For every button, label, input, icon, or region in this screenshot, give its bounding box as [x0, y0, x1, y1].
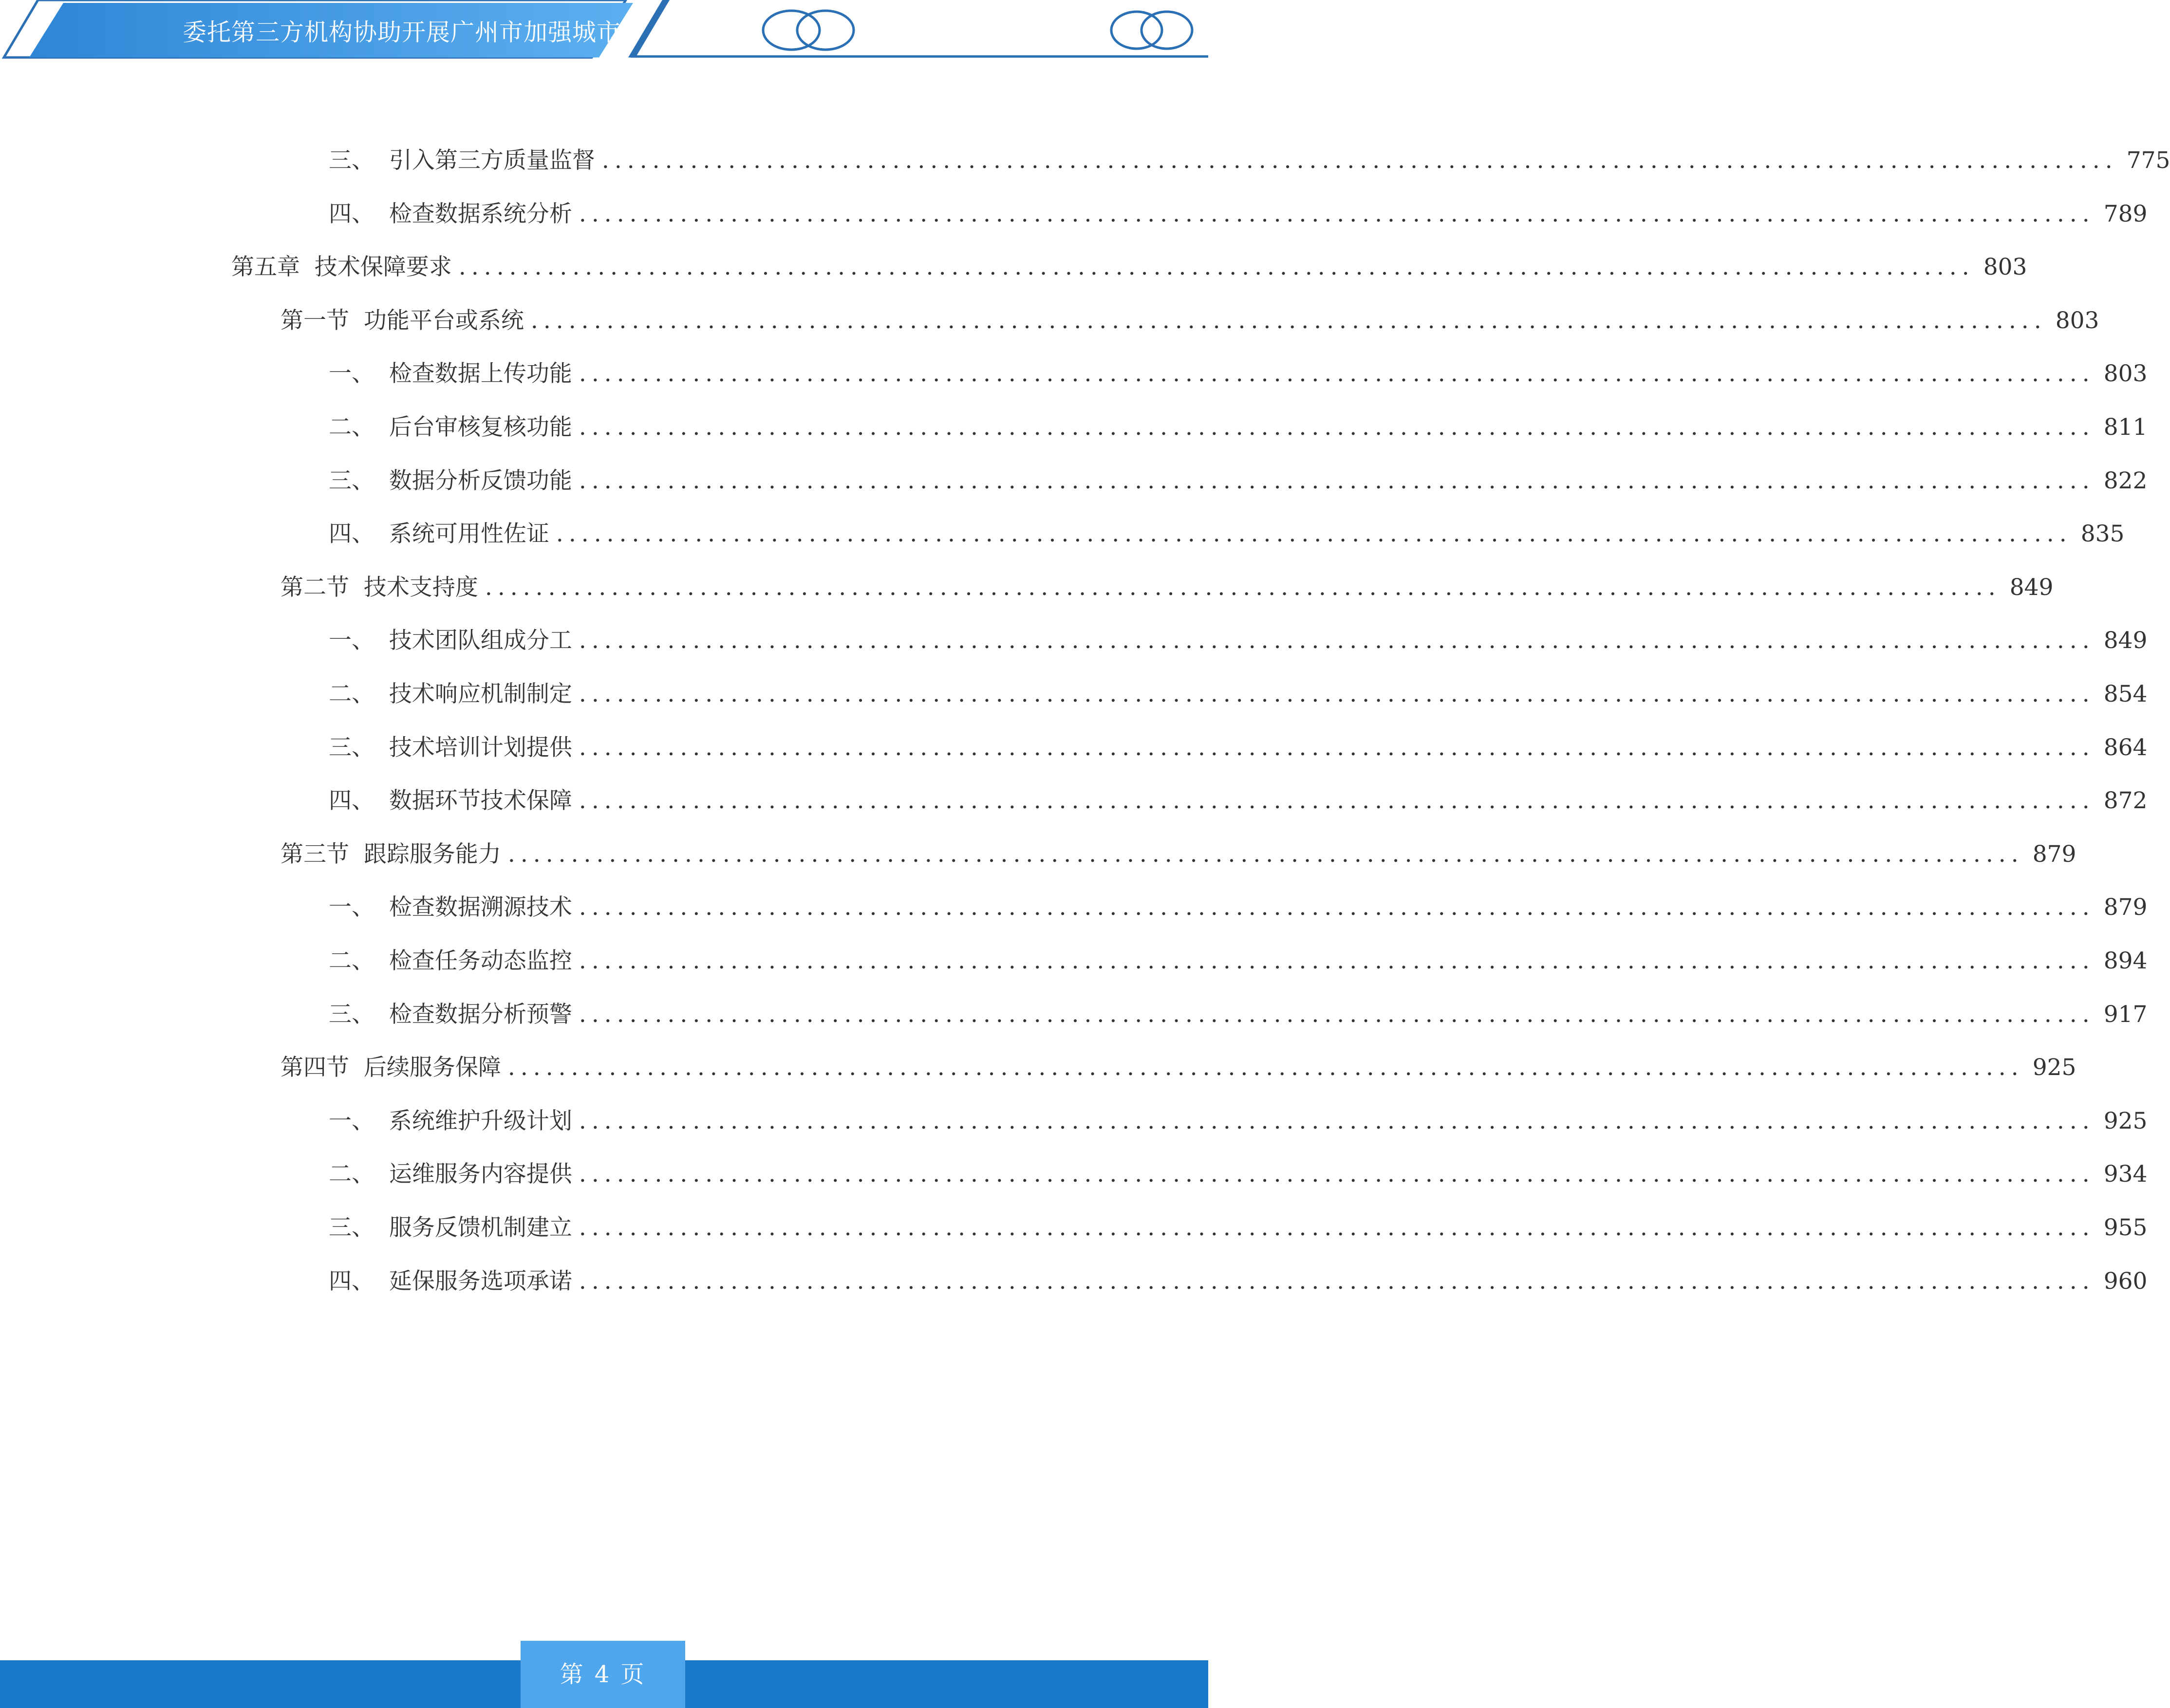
toc-dot-leader: ........................................................................................................................ [579, 414, 2095, 441]
toc-entry-label: 三、 数据分析反馈功能 [329, 467, 572, 494]
toc-entry-label: 第五章 技术保障要求 [231, 254, 452, 280]
toc-entry-page: 925 [2032, 1054, 2076, 1081]
toc-dot-leader: ........................................................................................................................ [579, 627, 2095, 654]
toc-entry[interactable] [329, 1155, 2148, 1194]
toc-entry-page: 854 [2103, 681, 2148, 707]
toc-entry-label: 四、 系统可用性佐证 [329, 520, 549, 547]
toc-entry-page: 917 [2103, 1001, 2148, 1028]
toc-entry-page: 849 [2009, 574, 2054, 601]
toc-entry[interactable] [281, 568, 2054, 607]
toc-dot-leader: ........................................................................................................................ [556, 520, 2072, 547]
toc-entry-label: 第三节 跟踪服务能力 [281, 841, 501, 868]
toc-entry-page: 811 [2103, 414, 2148, 441]
toc-entry-label: 一、 技术团队组成分工 [329, 627, 572, 654]
page-number: 第 4 页 [521, 1641, 685, 1708]
toc-dot-leader: ........................................................................................................................ [579, 894, 2095, 921]
toc-entry-page: 879 [2032, 841, 2076, 868]
toc-entry-page: 879 [2103, 894, 2148, 921]
toc-dot-leader: ........................................................................................................................ [601, 147, 2118, 174]
toc-entry[interactable] [329, 1262, 2148, 1301]
toc-entry-page: 955 [2103, 1214, 2148, 1241]
toc-dot-leader: ........................................................................................................................ [579, 1108, 2095, 1134]
toc-entry[interactable] [329, 515, 2125, 554]
toc-dot-leader: ........................................................................................................................ [579, 1268, 2095, 1295]
toc-entry-label: 第二节 技术支持度 [281, 574, 478, 601]
toc-entry-page: 872 [2103, 787, 2148, 814]
toc-dot-leader: ........................................................................................................................ [458, 254, 1975, 280]
toc-entry-label: 二、 技术响应机制制定 [329, 681, 572, 707]
toc-entry-label: 四、 检查数据系统分析 [329, 201, 572, 227]
rings-logo-icon-right [1111, 12, 1192, 49]
toc-entry-label: 一、 系统维护升级计划 [329, 1108, 572, 1134]
toc-entry-label: 第一节 功能平台或系统 [281, 307, 524, 334]
toc-entry-label: 四、 数据环节技术保障 [329, 787, 572, 814]
toc-dot-leader: ........................................................................................................................ [579, 1001, 2095, 1028]
toc-dot-leader: ........................................................................................................................ [579, 360, 2095, 387]
toc-entry-label: 三、 引入第三方质量监督 [329, 147, 595, 174]
toc-entry[interactable] [231, 248, 2027, 287]
toc-dot-leader: ........................................................................................................................ [579, 681, 2095, 707]
toc-entry-page: 803 [2055, 307, 2099, 334]
toc-entry[interactable] [329, 195, 2148, 234]
toc-entry[interactable] [281, 301, 2099, 340]
toc-entry[interactable] [329, 995, 2148, 1034]
toc-entry[interactable] [329, 1208, 2148, 1247]
toc-entry[interactable] [281, 1048, 2076, 1087]
toc-entry[interactable] [329, 462, 2148, 501]
toc-entry[interactable] [329, 942, 2148, 981]
toc-entry-page: 835 [2080, 520, 2125, 547]
toc-entry-page: 864 [2103, 734, 2148, 761]
toc-entry[interactable] [329, 1102, 2148, 1141]
toc-entry-page: 894 [2103, 947, 2148, 974]
toc-entry-page: 803 [2103, 360, 2148, 387]
toc-entry-label: 三、 检查数据分析预警 [329, 1001, 572, 1028]
toc-entry-label: 四、 延保服务选项承诺 [329, 1268, 572, 1295]
toc-entry-page: 960 [2103, 1268, 2148, 1295]
toc-dot-leader: ........................................................................................................................ [579, 1161, 2095, 1188]
toc-dot-leader: ........................................................................................................................ [579, 787, 2095, 814]
toc-entry-page: 934 [2103, 1161, 2148, 1188]
toc-entry[interactable] [329, 728, 2148, 767]
toc-entry-label: 二、 后台审核复核功能 [329, 414, 572, 441]
toc-entry[interactable] [281, 835, 2076, 874]
toc-entry-label: 三、 服务反馈机制建立 [329, 1214, 572, 1241]
toc-dot-leader: ........................................................................................................................ [530, 307, 2047, 334]
toc-entry[interactable] [329, 888, 2148, 927]
toc-dot-leader: ........................................................................................................................ [579, 467, 2095, 494]
toc-entry-label: 三、 技术培训计划提供 [329, 734, 572, 761]
toc-dot-leader: ........................................................................................................................ [485, 574, 2001, 601]
toc-entry-page: 925 [2103, 1108, 2148, 1134]
toc-dot-leader: ........................................................................................................................ [579, 1214, 2095, 1241]
toc-entry-page: 822 [2103, 467, 2148, 494]
toc-entry[interactable] [329, 675, 2148, 714]
toc-entry[interactable] [329, 408, 2148, 447]
rings-logo-icon [763, 11, 854, 50]
document-title: 委托第三方机构协助开展广州市加强城市 [183, 19, 621, 46]
toc-dot-leader: ........................................................................................................................ [579, 947, 2095, 974]
toc-entry[interactable] [329, 781, 2148, 820]
toc-dot-leader: ........................................................................................................................ [579, 734, 2095, 761]
toc-entry-label: 二、 检查任务动态监控 [329, 947, 572, 974]
toc-entry[interactable] [329, 621, 2148, 660]
toc-entry-label: 第四节 后续服务保障 [281, 1054, 501, 1081]
toc-entry-label: 一、 检查数据溯源技术 [329, 894, 572, 921]
toc-entry[interactable] [329, 354, 2148, 393]
toc-entry[interactable] [329, 141, 2170, 180]
toc-dot-leader: ........................................................................................................................ [507, 1054, 2024, 1081]
toc-entry-page: 849 [2103, 627, 2148, 654]
page-header [0, 0, 1208, 63]
toc-dot-leader: ........................................................................................................................ [507, 841, 2024, 868]
toc-entry-page: 775 [2126, 147, 2170, 174]
toc-entry-label: 一、 检查数据上传功能 [329, 360, 572, 387]
toc-entry-label: 二、 运维服务内容提供 [329, 1161, 572, 1188]
toc-dot-leader: ........................................................................................................................ [579, 201, 2095, 227]
toc-entry-page: 789 [2103, 201, 2148, 227]
toc-entry-page: 803 [1983, 254, 2027, 280]
